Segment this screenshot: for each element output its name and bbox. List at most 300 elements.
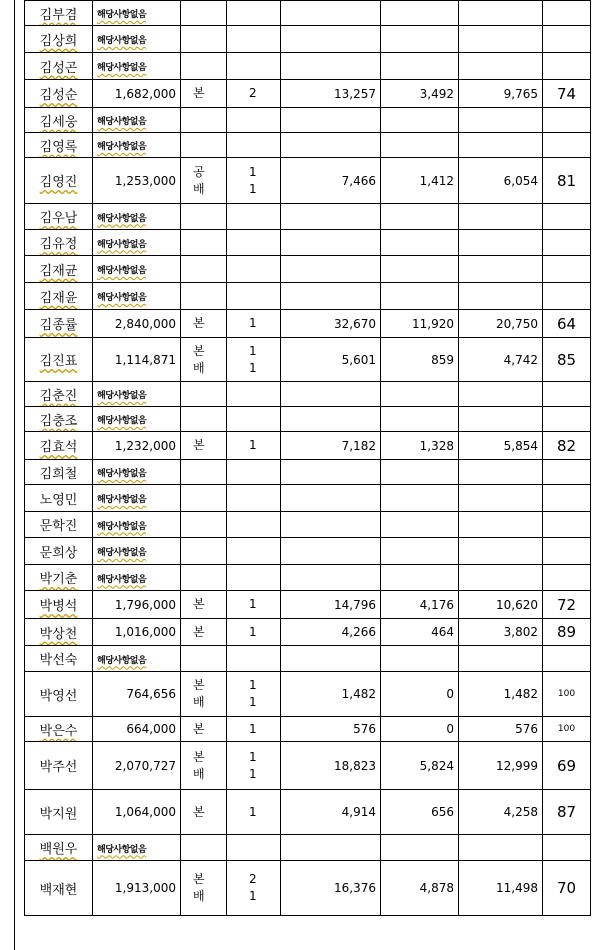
rate-cell: 70 <box>543 861 591 916</box>
empty-cell <box>281 407 381 432</box>
member-name-text: 박은수 <box>39 723 78 739</box>
rate-cell: 85 <box>543 338 591 382</box>
rate-cell: 72 <box>543 591 591 619</box>
empty-cell <box>543 460 591 485</box>
table-row <box>25 230 591 256</box>
member-name-text: 박주선 <box>39 760 78 775</box>
table-row <box>25 646 591 672</box>
rate-cell: 100 <box>543 672 591 717</box>
empty-cell <box>181 26 227 53</box>
count-cell: 1 <box>227 717 281 742</box>
table-row <box>25 672 591 717</box>
empty-cell <box>181 835 227 861</box>
count-cell: 2 1 <box>227 861 281 916</box>
member-name-text: 박병석 <box>39 599 78 614</box>
empty-cell <box>227 283 281 310</box>
note-cell-text: 해당사항없음 <box>97 469 147 479</box>
empty-cell <box>459 108 543 133</box>
type-cell: 본 <box>181 619 227 646</box>
count-cell: 1 1 <box>227 158 281 204</box>
value-cell-3: 3,802 <box>459 619 543 646</box>
empty-cell <box>543 133 591 158</box>
value-cell-1: 13,257 <box>281 80 381 108</box>
value-cell-1: 18,823 <box>281 742 381 790</box>
empty-cell <box>227 538 281 565</box>
member-name <box>25 230 93 256</box>
empty-cell <box>459 407 543 432</box>
empty-cell <box>459 283 543 310</box>
member-name-text: 박지원 <box>39 806 78 822</box>
value-cell-1: 5,601 <box>281 338 381 382</box>
table-row <box>25 256 591 283</box>
empty-cell <box>281 835 381 861</box>
member-name-text: 김성곤 <box>39 60 78 76</box>
member-name-text: 김진표 <box>39 354 78 369</box>
value-cell-3: 5,854 <box>459 432 543 460</box>
empty-cell <box>281 485 381 512</box>
member-name-text: 문희상 <box>39 545 78 561</box>
note-cell <box>93 204 181 230</box>
note-cell <box>93 53 181 80</box>
value-cell-3: 11,498 <box>459 861 543 916</box>
value-cell-3: 4,742 <box>459 338 543 382</box>
empty-cell <box>281 512 381 538</box>
empty-cell <box>181 1 227 26</box>
count-cell: 1 <box>227 310 281 338</box>
value-cell-3: 9,765 <box>459 80 543 108</box>
member-name <box>25 717 93 742</box>
value-cell-2: 3,492 <box>381 80 459 108</box>
member-name <box>25 432 93 460</box>
note-cell-text: 해당사항없음 <box>97 655 147 666</box>
value-cell-2: 1,328 <box>381 432 459 460</box>
type-cell: 본 <box>181 717 227 742</box>
value-cell-3: 1,482 <box>459 672 543 717</box>
member-name-text: 김유정 <box>39 237 78 252</box>
member-name-text: 노영민 <box>39 492 78 508</box>
empty-cell <box>459 53 543 80</box>
empty-cell <box>227 835 281 861</box>
note-cell-text: 해당사항없음 <box>97 266 147 276</box>
empty-cell <box>227 133 281 158</box>
member-name <box>25 790 93 835</box>
empty-cell <box>459 835 543 861</box>
empty-cell <box>381 382 459 407</box>
table-row <box>25 565 591 591</box>
empty-cell <box>281 1 381 26</box>
note-cell <box>93 485 181 512</box>
rate-cell: 81 <box>543 158 591 204</box>
note-cell-text: 해당사항없음 <box>97 36 147 46</box>
left-border-line <box>14 0 15 950</box>
member-name-text: 김성순 <box>39 88 78 103</box>
amount-cell: 1,913,000 <box>93 861 181 916</box>
empty-cell <box>227 1 281 26</box>
member-name <box>25 80 93 108</box>
table-row <box>25 310 591 338</box>
table-row <box>25 382 591 407</box>
amount-cell: 764,656 <box>93 672 181 717</box>
empty-cell <box>459 512 543 538</box>
member-name-text: 김춘진 <box>39 388 78 404</box>
table-row <box>25 432 591 460</box>
member-name-text: 백원우 <box>39 842 78 857</box>
member-name-text: 김효석 <box>39 440 78 455</box>
empty-cell <box>459 485 543 512</box>
count-cell: 1 <box>227 432 281 460</box>
empty-cell <box>227 204 281 230</box>
rate-cell: 74 <box>543 80 591 108</box>
empty-cell <box>381 26 459 53</box>
note-cell-text: 해당사항없음 <box>97 844 147 855</box>
empty-cell <box>181 460 227 485</box>
member-name <box>25 619 93 646</box>
table-row <box>25 591 591 619</box>
value-cell-3: 10,620 <box>459 591 543 619</box>
empty-cell <box>181 485 227 512</box>
member-name <box>25 204 93 230</box>
member-name-text: 김재윤 <box>39 290 78 306</box>
empty-cell <box>181 646 227 672</box>
empty-cell <box>281 283 381 310</box>
note-cell <box>93 283 181 310</box>
table-row <box>25 512 591 538</box>
value-cell-1: 32,670 <box>281 310 381 338</box>
member-name-text: 김희철 <box>39 466 78 482</box>
empty-cell <box>227 565 281 591</box>
note-cell-text: 해당사항없음 <box>97 391 147 401</box>
note-cell <box>93 646 181 672</box>
table-row <box>25 460 591 485</box>
type-cell: 본 배 <box>181 742 227 790</box>
empty-cell <box>181 133 227 158</box>
note-cell <box>93 382 181 407</box>
member-name <box>25 591 93 619</box>
table-row <box>25 204 591 230</box>
table-row <box>25 717 591 742</box>
empty-cell <box>459 1 543 26</box>
value-cell-2: 1,412 <box>381 158 459 204</box>
table-row <box>25 53 591 80</box>
empty-cell <box>181 256 227 283</box>
member-name <box>25 646 93 672</box>
amount-cell: 1,232,000 <box>93 432 181 460</box>
value-cell-2: 4,878 <box>381 861 459 916</box>
amount-cell: 1,016,000 <box>93 619 181 646</box>
empty-cell <box>281 565 381 591</box>
type-cell: 본 배 <box>181 672 227 717</box>
member-name <box>25 26 93 53</box>
empty-cell <box>543 53 591 80</box>
empty-cell <box>459 133 543 158</box>
note-cell <box>93 407 181 432</box>
empty-cell <box>459 646 543 672</box>
value-cell-1: 576 <box>281 717 381 742</box>
empty-cell <box>181 565 227 591</box>
empty-cell <box>381 53 459 80</box>
empty-cell <box>181 283 227 310</box>
amount-cell: 1,796,000 <box>93 591 181 619</box>
member-name <box>25 565 93 591</box>
amount-cell: 2,070,727 <box>93 742 181 790</box>
value-cell-1: 7,466 <box>281 158 381 204</box>
value-cell-2: 656 <box>381 790 459 835</box>
empty-cell <box>543 382 591 407</box>
empty-cell <box>543 283 591 310</box>
table-row <box>25 338 591 382</box>
count-cell: 1 <box>227 619 281 646</box>
member-name <box>25 512 93 538</box>
table-row <box>25 485 591 512</box>
value-cell-2: 0 <box>381 717 459 742</box>
table-row <box>25 861 591 916</box>
empty-cell <box>227 460 281 485</box>
empty-cell <box>381 283 459 310</box>
rate-cell: 100 <box>543 717 591 742</box>
empty-cell <box>181 230 227 256</box>
empty-cell <box>543 26 591 53</box>
type-cell: 본 <box>181 310 227 338</box>
empty-cell <box>227 53 281 80</box>
empty-cell <box>181 108 227 133</box>
empty-cell <box>459 460 543 485</box>
empty-cell <box>543 835 591 861</box>
note-cell <box>93 256 181 283</box>
note-cell <box>93 538 181 565</box>
empty-cell <box>381 512 459 538</box>
table-row <box>25 1 591 26</box>
empty-cell <box>181 53 227 80</box>
type-cell: 공 배 <box>181 158 227 204</box>
value-cell-2: 5,824 <box>381 742 459 790</box>
empty-cell <box>543 230 591 256</box>
member-name-text: 김부겸 <box>39 7 78 23</box>
note-cell-text: 해당사항없음 <box>97 117 147 127</box>
empty-cell <box>543 1 591 26</box>
value-cell-2: 0 <box>381 672 459 717</box>
amount-cell: 1,682,000 <box>93 80 181 108</box>
member-name <box>25 835 93 861</box>
type-cell: 본 <box>181 432 227 460</box>
value-cell-3: 576 <box>459 717 543 742</box>
note-cell-text: 해당사항없음 <box>97 293 147 303</box>
rate-cell: 87 <box>543 790 591 835</box>
member-name <box>25 310 93 338</box>
table-row <box>25 158 591 204</box>
table-row <box>25 407 591 432</box>
note-cell-text: 해당사항없음 <box>97 574 147 585</box>
member-name-text: 김세웅 <box>39 114 78 130</box>
member-name <box>25 672 93 717</box>
value-cell-3: 20,750 <box>459 310 543 338</box>
member-name-text: 김영진 <box>39 175 78 190</box>
value-cell-3: 6,054 <box>459 158 543 204</box>
empty-cell <box>381 835 459 861</box>
count-cell: 1 <box>227 790 281 835</box>
count-cell: 1 <box>227 591 281 619</box>
type-cell: 본 <box>181 790 227 835</box>
table-row <box>25 742 591 790</box>
amount-cell: 1,253,000 <box>93 158 181 204</box>
empty-cell <box>543 256 591 283</box>
empty-cell <box>281 108 381 133</box>
value-cell-2: 4,176 <box>381 591 459 619</box>
empty-cell <box>459 204 543 230</box>
type-cell: 본 <box>181 591 227 619</box>
value-cell-1: 16,376 <box>281 861 381 916</box>
empty-cell <box>543 565 591 591</box>
note-cell-text: 해당사항없음 <box>97 416 147 426</box>
value-cell-3: 4,258 <box>459 790 543 835</box>
data-table <box>24 0 591 916</box>
member-name <box>25 133 93 158</box>
empty-cell <box>459 26 543 53</box>
rate-cell: 64 <box>543 310 591 338</box>
type-cell: 본 <box>181 80 227 108</box>
empty-cell <box>281 53 381 80</box>
member-name <box>25 407 93 432</box>
note-cell-text: 해당사항없음 <box>97 495 147 505</box>
empty-cell <box>281 230 381 256</box>
member-name-text: 백재현 <box>39 882 78 898</box>
empty-cell <box>281 382 381 407</box>
rate-cell: 82 <box>543 432 591 460</box>
member-name-text: 박선숙 <box>39 653 78 668</box>
member-name <box>25 382 93 407</box>
empty-cell <box>227 512 281 538</box>
table-row <box>25 619 591 646</box>
empty-cell <box>181 538 227 565</box>
empty-cell <box>543 538 591 565</box>
count-cell: 1 1 <box>227 338 281 382</box>
amount-cell: 1,064,000 <box>93 790 181 835</box>
empty-cell <box>281 26 381 53</box>
note-cell-text: 해당사항없음 <box>97 63 147 73</box>
empty-cell <box>227 382 281 407</box>
empty-cell <box>227 485 281 512</box>
type-cell: 본 배 <box>181 338 227 382</box>
empty-cell <box>281 256 381 283</box>
value-cell-3: 12,999 <box>459 742 543 790</box>
empty-cell <box>181 407 227 432</box>
empty-cell <box>381 204 459 230</box>
empty-cell <box>543 407 591 432</box>
member-name-text: 박영선 <box>39 688 78 704</box>
type-cell: 본 배 <box>181 861 227 916</box>
count-cell: 2 <box>227 80 281 108</box>
member-name <box>25 861 93 916</box>
empty-cell <box>227 108 281 133</box>
empty-cell <box>181 204 227 230</box>
empty-cell <box>459 382 543 407</box>
member-name-text: 김종률 <box>39 318 78 333</box>
member-name <box>25 108 93 133</box>
empty-cell <box>381 460 459 485</box>
rate-cell: 89 <box>543 619 591 646</box>
member-name <box>25 485 93 512</box>
table-row <box>25 133 591 158</box>
table-row <box>25 790 591 835</box>
empty-cell <box>543 512 591 538</box>
empty-cell <box>281 204 381 230</box>
table-row <box>25 283 591 310</box>
member-name <box>25 1 93 26</box>
table-row <box>25 80 591 108</box>
note-cell <box>93 230 181 256</box>
member-name <box>25 256 93 283</box>
note-cell <box>93 512 181 538</box>
note-cell-text: 해당사항없음 <box>97 213 147 224</box>
table-row <box>25 108 591 133</box>
note-cell <box>93 835 181 861</box>
empty-cell <box>181 382 227 407</box>
empty-cell <box>227 256 281 283</box>
member-name <box>25 158 93 204</box>
note-cell <box>93 26 181 53</box>
value-cell-1: 4,266 <box>281 619 381 646</box>
empty-cell <box>381 646 459 672</box>
empty-cell <box>281 133 381 158</box>
amount-cell: 1,114,871 <box>93 338 181 382</box>
table-body <box>25 1 591 916</box>
table-row <box>25 538 591 565</box>
member-name <box>25 742 93 790</box>
note-cell <box>93 460 181 485</box>
empty-cell <box>381 407 459 432</box>
empty-cell <box>381 256 459 283</box>
empty-cell <box>381 230 459 256</box>
value-cell-2: 11,920 <box>381 310 459 338</box>
note-cell <box>93 565 181 591</box>
rate-cell: 69 <box>543 742 591 790</box>
empty-cell <box>281 646 381 672</box>
empty-cell <box>381 485 459 512</box>
note-cell <box>93 1 181 26</box>
empty-cell <box>543 646 591 672</box>
note-cell <box>93 108 181 133</box>
empty-cell <box>459 256 543 283</box>
member-name <box>25 338 93 382</box>
amount-cell: 2,840,000 <box>93 310 181 338</box>
note-cell-text: 해당사항없음 <box>97 239 147 250</box>
empty-cell <box>281 460 381 485</box>
member-name <box>25 538 93 565</box>
amount-cell: 664,000 <box>93 717 181 742</box>
note-cell-text: 해당사항없음 <box>97 521 147 532</box>
note-cell-text: 해당사항없음 <box>97 142 147 152</box>
note-cell <box>93 133 181 158</box>
value-cell-1: 1,482 <box>281 672 381 717</box>
member-name-text: 박기춘 <box>39 572 78 587</box>
member-name-text: 김우남 <box>39 211 78 226</box>
note-cell-text: 해당사항없음 <box>97 10 147 20</box>
empty-cell <box>227 26 281 53</box>
member-name <box>25 283 93 310</box>
empty-cell <box>381 1 459 26</box>
value-cell-1: 4,914 <box>281 790 381 835</box>
empty-cell <box>227 646 281 672</box>
member-name-text: 문학진 <box>39 519 78 534</box>
count-cell: 1 1 <box>227 742 281 790</box>
count-cell: 1 1 <box>227 672 281 717</box>
member-name-text: 김충조 <box>39 413 78 429</box>
empty-cell <box>459 230 543 256</box>
empty-cell <box>181 512 227 538</box>
empty-cell <box>381 133 459 158</box>
empty-cell <box>543 204 591 230</box>
empty-cell <box>459 565 543 591</box>
value-cell-1: 14,796 <box>281 591 381 619</box>
